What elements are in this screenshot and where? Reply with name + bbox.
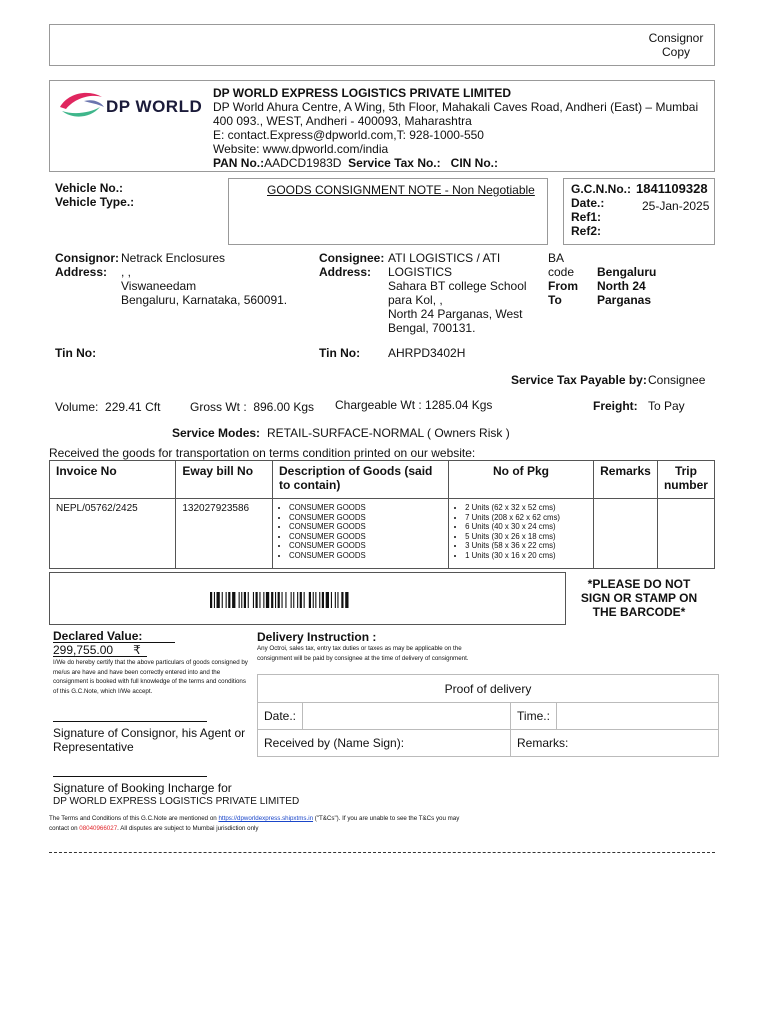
pod-received-label: Received by (Name Sign): <box>258 730 511 757</box>
service-modes-label: Service Modes: <box>172 426 261 440</box>
list-item: • CONSUMER GOODS <box>289 551 442 561</box>
barcode-notice: *PLEASE DO NOT SIGN OR STAMP ON THE BARCODE* <box>580 577 698 619</box>
pod-title: Proof of delivery <box>258 675 719 703</box>
certify-text: I/We do hereby certify that the above particulars of goods consigned by me/us are have and have been correctly entered into and the consignment is booked with full knowledge of the terms and conditions of this G.C.Note, which I/We accept. <box>53 659 248 695</box>
list-item: • 5 Units (30 x 26 x 18 cms) <box>465 532 587 542</box>
list-item: • CONSUMER GOODS <box>289 503 442 513</box>
terms-text: The Terms and Conditions of this G.C.Note are mentioned on https://dpworldexpress.shipxtms.in ("T&Cs"). If you are unable to see the T&Cs you may contact on 08040966027. All disputes are subject to Mumbai jurisdiction only <box>49 815 460 832</box>
company-address: DP World Ahura Centre, A Wing, 5th Floor, Mahakali Caves Road, Andheri (East) – Mumbai 400 093., WEST, Andheri - 400093, Maharashtra <box>213 100 699 128</box>
company-details <box>213 86 708 170</box>
dp-world-logo <box>54 85 204 127</box>
copy-header-box <box>49 24 715 66</box>
company-tax-line: PAN No.:AADCD1983D Service Tax No.: CIN No.: <box>213 156 498 170</box>
gross-weight: Gross Wt : 896.00 Kgs <box>190 400 315 414</box>
delivery-label: Delivery Instruction : <box>257 630 377 644</box>
consignor-signature-line <box>53 721 207 722</box>
list-item: • CONSUMER GOODS <box>289 541 442 551</box>
note-title: GOODS CONSIGNMENT NOTE - Non Negotiable <box>267 183 535 197</box>
list-item: • CONSUMER GOODS <box>289 522 442 532</box>
booking-company-name: DP WORLD EXPRESS LOGISTICS PRIVATE LIMITED <box>53 796 300 807</box>
delivery-text: Any Octroi, sales tax, entry tax duties or taxes as may be applicable on the consignment will be paid by consignee at the time of delivery of consignment. <box>257 645 469 662</box>
service-tax-value: Consignee <box>648 373 706 387</box>
list-item: • 6 Units (40 x 30 x 24 cms) <box>465 522 587 532</box>
list-item: • 3 Units (58 x 36 x 22 cms) <box>465 541 587 551</box>
consignor-tin-label: Tin No: <box>55 346 97 360</box>
received-text: Received the goods for transportation on terms condition printed on our website: <box>49 446 476 460</box>
col-packages: No of Pkg <box>449 461 594 499</box>
pod-remarks-label: Remarks: <box>511 730 719 757</box>
company-contact: E: contact.Express@dpworld.com,T: 928-1000-550 <box>213 128 484 142</box>
consignee-details: ATI LOGISTICS / ATI LOGISTICS Sahara BT college School para Kol, , North 24 Parganas, West Bengal, 700131. <box>388 251 527 335</box>
pod-date-label: Date.: <box>258 703 303 730</box>
consignor-name: Netrack Enclosures <box>121 251 226 265</box>
rupee-icon: ₹ <box>133 643 141 657</box>
list-item: • 7 Units (208 x 62 x 62 cms) <box>465 513 587 523</box>
invoice-cell: NEPL/05762/2425 <box>50 499 176 569</box>
company-website: Website: www.dpworld.com/india <box>213 142 389 156</box>
copy-label: Consignor Copy <box>648 31 704 59</box>
gcn-date: 25-Jan-2025 <box>642 199 710 213</box>
list-item: • 2 Units (62 x 32 x 52 cms) <box>465 503 587 513</box>
logo-text: DP WORLD <box>106 97 203 116</box>
pod-date-field[interactable] <box>303 703 511 730</box>
remarks-cell <box>593 499 657 569</box>
service-tax-label: Service Tax Payable by: <box>511 373 647 387</box>
declared-value: 299,755.00 ₹ <box>53 643 141 657</box>
gcn-number: 1841109328 <box>636 181 708 196</box>
booking-signature-line <box>53 776 207 777</box>
terms-phone: 08040966027 <box>79 824 118 832</box>
volume: Volume: 229.41 Cft <box>55 400 161 414</box>
consignee-tin-label: Tin No: <box>319 346 361 360</box>
consignor-details: Netrack Enclosures , , Viswaneedam Bengaluru, Karnataka, 560091. <box>121 251 288 307</box>
list-item: • CONSUMER GOODS <box>289 513 442 523</box>
items-table <box>49 460 715 569</box>
packages-list <box>455 503 587 561</box>
freight-label: Freight: <box>593 399 638 413</box>
vehicle-info: Vehicle No.: Vehicle Type.: <box>55 181 135 209</box>
chargeable-weight: Chargeable Wt : 1285.04 Kgs <box>335 398 493 412</box>
route-labels: BA code From To <box>548 251 578 307</box>
barcode-icon <box>210 592 410 608</box>
cut-line <box>49 852 715 853</box>
booking-signature-label: Signature of Booking Incharge for <box>53 781 232 795</box>
freight-value: To Pay <box>648 399 685 413</box>
pod-time-field[interactable] <box>556 703 718 730</box>
declared-label: Declared Value: <box>53 629 143 643</box>
gcn-box: G.C.N.No.: Date.: Ref1: Ref2: 1841109328 25-Jan-2025 <box>563 178 715 245</box>
company-name: DP WORLD EXPRESS LOGISTICS PRIVATE LIMITED <box>213 86 512 100</box>
pod-time-label: Time.: <box>511 703 557 730</box>
packages-cell <box>449 499 594 569</box>
col-trip: Trip number <box>657 461 714 499</box>
terms-link[interactable]: https://dpworldexpress.shipxtms.in <box>218 815 314 822</box>
consignee-name: ATI LOGISTICS / ATI <box>388 251 501 265</box>
route-values: Bengaluru North 24 Parganas <box>597 265 657 307</box>
table-header-row <box>50 461 715 499</box>
col-invoice: Invoice No <box>50 461 176 499</box>
trip-cell <box>657 499 714 569</box>
consignee-tin-value: AHRPD3402H <box>388 346 466 360</box>
service-modes-value: RETAIL-SURFACE-NORMAL ( Owners Risk ) <box>267 426 510 440</box>
eway-cell: 132027923586 <box>176 499 273 569</box>
note-title-box <box>228 178 548 245</box>
list-item: • 1 Units (30 x 16 x 20 cms) <box>465 551 587 561</box>
col-remarks: Remarks <box>593 461 657 499</box>
list-item: • CONSUMER GOODS <box>289 532 442 542</box>
proof-of-delivery <box>257 674 719 757</box>
declared-value-underline <box>53 656 147 657</box>
col-eway: Eway bill No <box>176 461 273 499</box>
barcode-box <box>49 572 566 625</box>
goods-list <box>279 503 442 561</box>
col-description: Description of Goods (said to contain) <box>273 461 449 499</box>
goods-cell <box>273 499 449 569</box>
consignor-signature-label: Signature of Consignor, his Agent or Representative <box>53 726 246 754</box>
company-header <box>49 80 715 172</box>
table-row <box>50 499 715 569</box>
